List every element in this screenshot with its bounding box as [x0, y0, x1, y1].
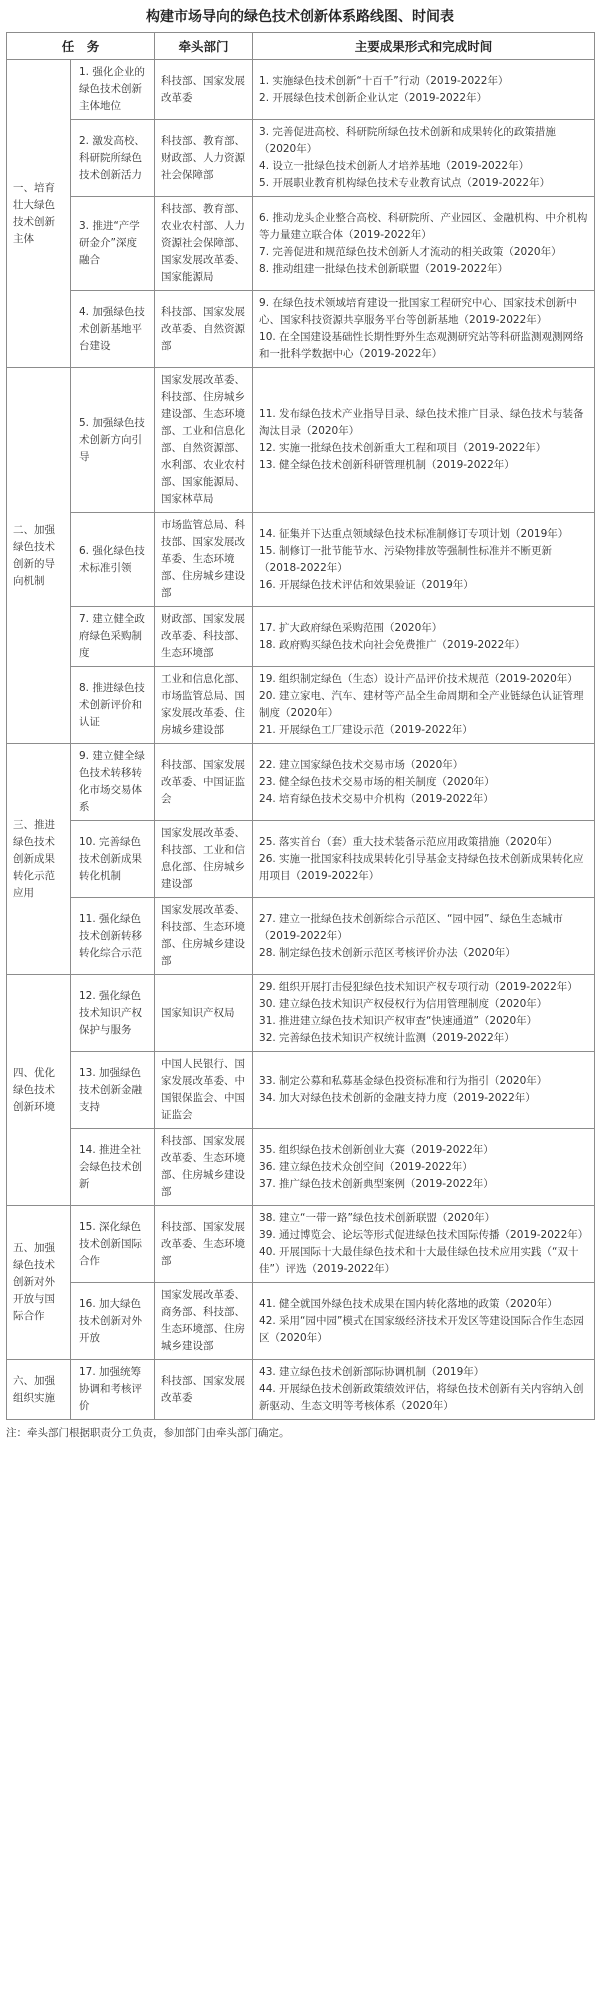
dept-cell: 科技部、国家发展改革委、生态环境部、住房城乡建设部: [155, 1129, 253, 1206]
task-cell: 1. 强化企业的绿色技术创新主体地位: [71, 60, 155, 120]
outcome-item: 40. 开展国际十大最佳绿色技术和十大最佳绿色技术应用实践（“双十佳”）评选（2019-2022年）: [259, 1246, 579, 1275]
table-header-row: [7, 33, 595, 60]
outcome-item: 23. 健全绿色技术交易市场的相关制度（2020年）: [259, 775, 495, 788]
outcome-item: 11. 发布绿色技术产业指导目录、绿色技术推广目录、绿色技术与装备淘汰目录（2020年）: [259, 408, 584, 437]
dept-cell: 国家发展改革委、商务部、科技部、生态环境部、住房城乡建设部: [155, 1283, 253, 1360]
task-cell: 17. 加强统筹协调和考核评价: [71, 1360, 155, 1420]
category-cell: 五、加强绿色技术创新对外开放与国际合作: [7, 1206, 71, 1360]
outcome-item: 30. 建立绿色技术知识产权侵权行为信用管理制度（2020年）: [259, 998, 548, 1010]
outcome-item: 35. 组织绿色技术创新创业大赛（2019-2022年）: [259, 1143, 494, 1156]
outcome-item: 6. 推动龙头企业整合高校、科研院所、产业园区、金融机构、中介机构等力量建立联合体（2019-2022年）: [259, 211, 588, 241]
page-title: 构建市场导向的绿色技术创新体系路线图、时间表: [146, 9, 454, 25]
table-row: [7, 1360, 595, 1420]
outcome-item: 38. 建立“一带一路”绿色技术创新联盟（2020年）: [259, 1212, 496, 1224]
outcome-cell: [253, 60, 595, 120]
outcome-item: 37. 推广绿色技术创新典型案例（2019-2022年）: [259, 1177, 494, 1190]
outcome-item: 10. 在全国建设基础性长期性野外生态观测研究站等科研监测观测网络和一批科学数据中心（2019-2022年）: [259, 331, 584, 360]
outcome-cell: [253, 1283, 595, 1360]
dept-cell: 国家知识产权局: [155, 975, 253, 1052]
table-row: [7, 898, 595, 975]
task-cell: 7. 建立健全政府绿色采购制度: [71, 607, 155, 667]
outcome-cell: [253, 975, 595, 1052]
task-cell: 2. 激发高校、科研院所绿色技术创新活力: [71, 120, 155, 197]
outcome-item: 42. 采用“园中园”模式在国家级经济技术开发区等建设国际合作生态园区（2020年）: [259, 1314, 584, 1344]
outcome-item: 29. 组织开展打击侵犯绿色技术知识产权专项行动（2019-2022年）: [259, 981, 578, 993]
table-row: [7, 667, 595, 744]
dept-cell: 科技部、教育部、农业农村部、人力资源社会保障部、国家发展改革委、国家能源局: [155, 197, 253, 291]
outcome-item: 4. 设立一批绿色技术创新人才培养基地（2019-2022年）: [259, 160, 530, 172]
outcome-item: 16. 开展绿色技术评估和效果验证（2019年）: [259, 578, 474, 591]
outcome-cell: [253, 120, 595, 197]
table-row: [7, 1129, 595, 1206]
outcome-cell: [253, 197, 595, 291]
outcome-item: 9. 在绿色技术领域培育建设一批国家工程研究中心、国家技术创新中心、国家科技资源共享服务平台等创新基地（2019-2022年）: [259, 297, 577, 326]
category-cell: 一、培育壮大绿色技术创新主体: [7, 60, 71, 368]
table-row: [7, 368, 595, 513]
dept-cell: 国家发展改革委、科技部、工业和信息化部、住房城乡建设部: [155, 821, 253, 898]
outcome-item: 31. 推进建立绿色技术知识产权审查“快速通道”（2020年）: [259, 1015, 538, 1027]
task-cell: 15. 深化绿色技术创新国际合作: [71, 1206, 155, 1283]
dept-cell: 科技部、国家发展改革委: [155, 60, 253, 120]
table-row: [7, 975, 595, 1052]
outcome-item: 12. 实施一批绿色技术创新重大工程和项目（2019-2022年）: [259, 442, 547, 454]
outcome-cell: [253, 291, 595, 368]
outcome-cell: [253, 1360, 595, 1420]
outcome-item: 25. 落实首台（套）重大技术装备示范应用政策措施（2020年）: [259, 835, 558, 848]
outcome-item: 17. 扩大政府绿色采购范围（2020年）: [259, 621, 443, 634]
table-row: [7, 60, 595, 120]
dept-cell: 科技部、国家发展改革委: [155, 1360, 253, 1420]
task-cell: 6. 强化绿色技术标准引领: [71, 513, 155, 607]
footnote: 注：牵头部门根据职责分工负责，参加部门由牵头部门确定。: [6, 1427, 290, 1439]
outcome-item: 41. 健全就国外绿色技术成果在国内转化落地的政策（2020年）: [259, 1297, 558, 1310]
table-body: [7, 60, 595, 1420]
outcome-cell: [253, 368, 595, 513]
outcome-cell: [253, 513, 595, 607]
outcome-item: 43. 建立绿色技术创新部际协调机制（2019年）: [259, 1366, 485, 1378]
outcome-item: 44. 开展绿色技术创新政策绩效评估，将绿色技术创新有关内容纳入创新驱动、生态文明等考核体系（2020年）: [259, 1383, 584, 1412]
table-row: [7, 197, 595, 291]
outcome-item: 24. 培育绿色技术交易中介机构（2019-2022年）: [259, 792, 494, 805]
outcome-item: 22. 建立国家绿色技术交易市场（2020年）: [259, 758, 464, 771]
outcome-item: 21. 开展绿色工厂建设示范（2019-2022年）: [259, 724, 473, 736]
outcome-cell: [253, 821, 595, 898]
outcome-item: 3. 完善促进高校、科研院所绿色技术创新和成果转化的政策措施（2020年）: [259, 126, 556, 155]
table-row: [7, 607, 595, 667]
outcome-item: 26. 实施一批国家科技成果转化引导基金支持绿色技术创新成果转化应用项目（2019-2022年）: [259, 852, 584, 882]
dept-cell: 科技部、国家发展改革委、自然资源部: [155, 291, 253, 368]
dept-cell: 科技部、国家发展改革委、生态环境部: [155, 1206, 253, 1283]
table-row: [7, 744, 595, 821]
dept-cell: 市场监管总局、科技部、国家发展改革委、生态环境部、住房城乡建设部: [155, 513, 253, 607]
task-cell: 9. 建立健全绿色技术转移转化市场交易体系: [71, 744, 155, 821]
table-row: [7, 1206, 595, 1283]
outcome-item: 18. 政府购买绿色技术向社会免费推广（2019-2022年）: [259, 638, 526, 651]
task-cell: 16. 加大绿色技术创新对外开放: [71, 1283, 155, 1360]
outcome-item: 8. 推动组建一批绿色技术创新联盟（2019-2022年）: [259, 262, 509, 275]
outcome-item: 7. 完善促进和规范绿色技术创新人才流动的相关政策（2020年）: [259, 245, 562, 258]
outcome-cell: [253, 1206, 595, 1283]
table-row: [7, 1283, 595, 1360]
outcome-cell: [253, 1129, 595, 1206]
outcome-item: 5. 开展职业教育机构绿色技术专业教育试点（2019-2022年）: [259, 177, 551, 189]
header-task: 任 务: [7, 33, 155, 60]
dept-cell: 科技部、教育部、财政部、人力资源社会保障部: [155, 120, 253, 197]
outcome-cell: [253, 744, 595, 821]
outcome-item: 1. 实施绿色技术创新“十百千”行动（2019-2022年）: [259, 74, 509, 87]
table-row: [7, 120, 595, 197]
dept-cell: 国家发展改革委、科技部、生态环境部、住房城乡建设部: [155, 898, 253, 975]
category-cell: 三、推进绿色技术创新成果转化示范应用: [7, 744, 71, 975]
roadmap-table: [6, 32, 595, 1420]
outcome-item: 13. 健全绿色技术创新科研管理机制（2019-2022年）: [259, 459, 515, 471]
outcome-item: 36. 建立绿色技术众创空间（2019-2022年）: [259, 1160, 473, 1173]
outcome-item: 14. 征集并下达重点领域绿色技术标准制修订专项计划（2019年）: [259, 527, 569, 540]
dept-cell: 科技部、国家发展改革委、中国证监会: [155, 744, 253, 821]
header-dept: 牵头部门: [155, 33, 253, 60]
outcome-cell: [253, 1052, 595, 1129]
outcome-cell: [253, 898, 595, 975]
outcome-item: 20. 建立家电、汽车、建材等产品全生命周期和全产业链绿色认证管理制度（2020年）: [259, 690, 584, 719]
header-outcome: 主要成果形式和完成时间: [253, 33, 595, 60]
task-cell: 5. 加强绿色技术创新方向引导: [71, 368, 155, 513]
category-cell: 二、加强绿色技术创新的导向机制: [7, 368, 71, 744]
outcome-item: 27. 建立一批绿色技术创新综合示范区、“园中园”、绿色生态城市（2019-2022年）: [259, 912, 563, 942]
task-cell: 12. 强化绿色技术知识产权保护与服务: [71, 975, 155, 1052]
outcome-item: 15. 制修订一批节能节水、污染物排放等强制性标准并不断更新（2018-2022年）: [259, 544, 553, 574]
outcome-cell: [253, 607, 595, 667]
table-row: [7, 1052, 595, 1129]
outcome-item: 39. 通过博览会、论坛等形式促进绿色技术国际传播（2019-2022年）: [259, 1229, 589, 1241]
outcome-item: 19. 组织制定绿色（生态）设计产品评价技术规范（2019-2020年）: [259, 673, 578, 685]
task-cell: 10. 完善绿色技术创新成果转化机制: [71, 821, 155, 898]
task-cell: 3. 推进“产学研金介”深度融合: [71, 197, 155, 291]
task-cell: 8. 推进绿色技术创新评价和认证: [71, 667, 155, 744]
outcome-item: 2. 开展绿色技术创新企业认定（2019-2022年）: [259, 91, 488, 104]
table-row: [7, 291, 595, 368]
task-cell: 14. 推进全社会绿色技术创新: [71, 1129, 155, 1206]
outcome-item: 34. 加大对绿色技术创新的金融支持力度（2019-2022年）: [259, 1092, 536, 1104]
dept-cell: 中国人民银行、国家发展改革委、中国银保监会、中国证监会: [155, 1052, 253, 1129]
outcome-item: 28. 制定绿色技术创新示范区考核评价办法（2020年）: [259, 946, 516, 959]
dept-cell: 工业和信息化部、市场监管总局、国家发展改革委、住房城乡建设部: [155, 667, 253, 744]
task-cell: 13. 加强绿色技术创新金融支持: [71, 1052, 155, 1129]
table-row: [7, 821, 595, 898]
dept-cell: 财政部、国家发展改革委、科技部、生态环境部: [155, 607, 253, 667]
task-cell: 4. 加强绿色技术创新基地平台建设: [71, 291, 155, 368]
outcome-item: 33. 制定公募和私募基金绿色投资标准和行为指引（2020年）: [259, 1075, 548, 1087]
category-cell: 四、优化绿色技术创新环境: [7, 975, 71, 1206]
task-cell: 11. 强化绿色技术创新转移转化综合示范: [71, 898, 155, 975]
outcome-cell: [253, 667, 595, 744]
outcome-item: 32. 完善绿色技术知识产权统计监测（2019-2022年）: [259, 1032, 515, 1044]
category-cell: 六、加强组织实施: [7, 1360, 71, 1420]
table-row: [7, 513, 595, 607]
dept-cell: 国家发展改革委、科技部、住房城乡建设部、生态环境部、工业和信息化部、自然资源部、水利部、农业农村部、国家能源局、国家林草局: [155, 368, 253, 513]
